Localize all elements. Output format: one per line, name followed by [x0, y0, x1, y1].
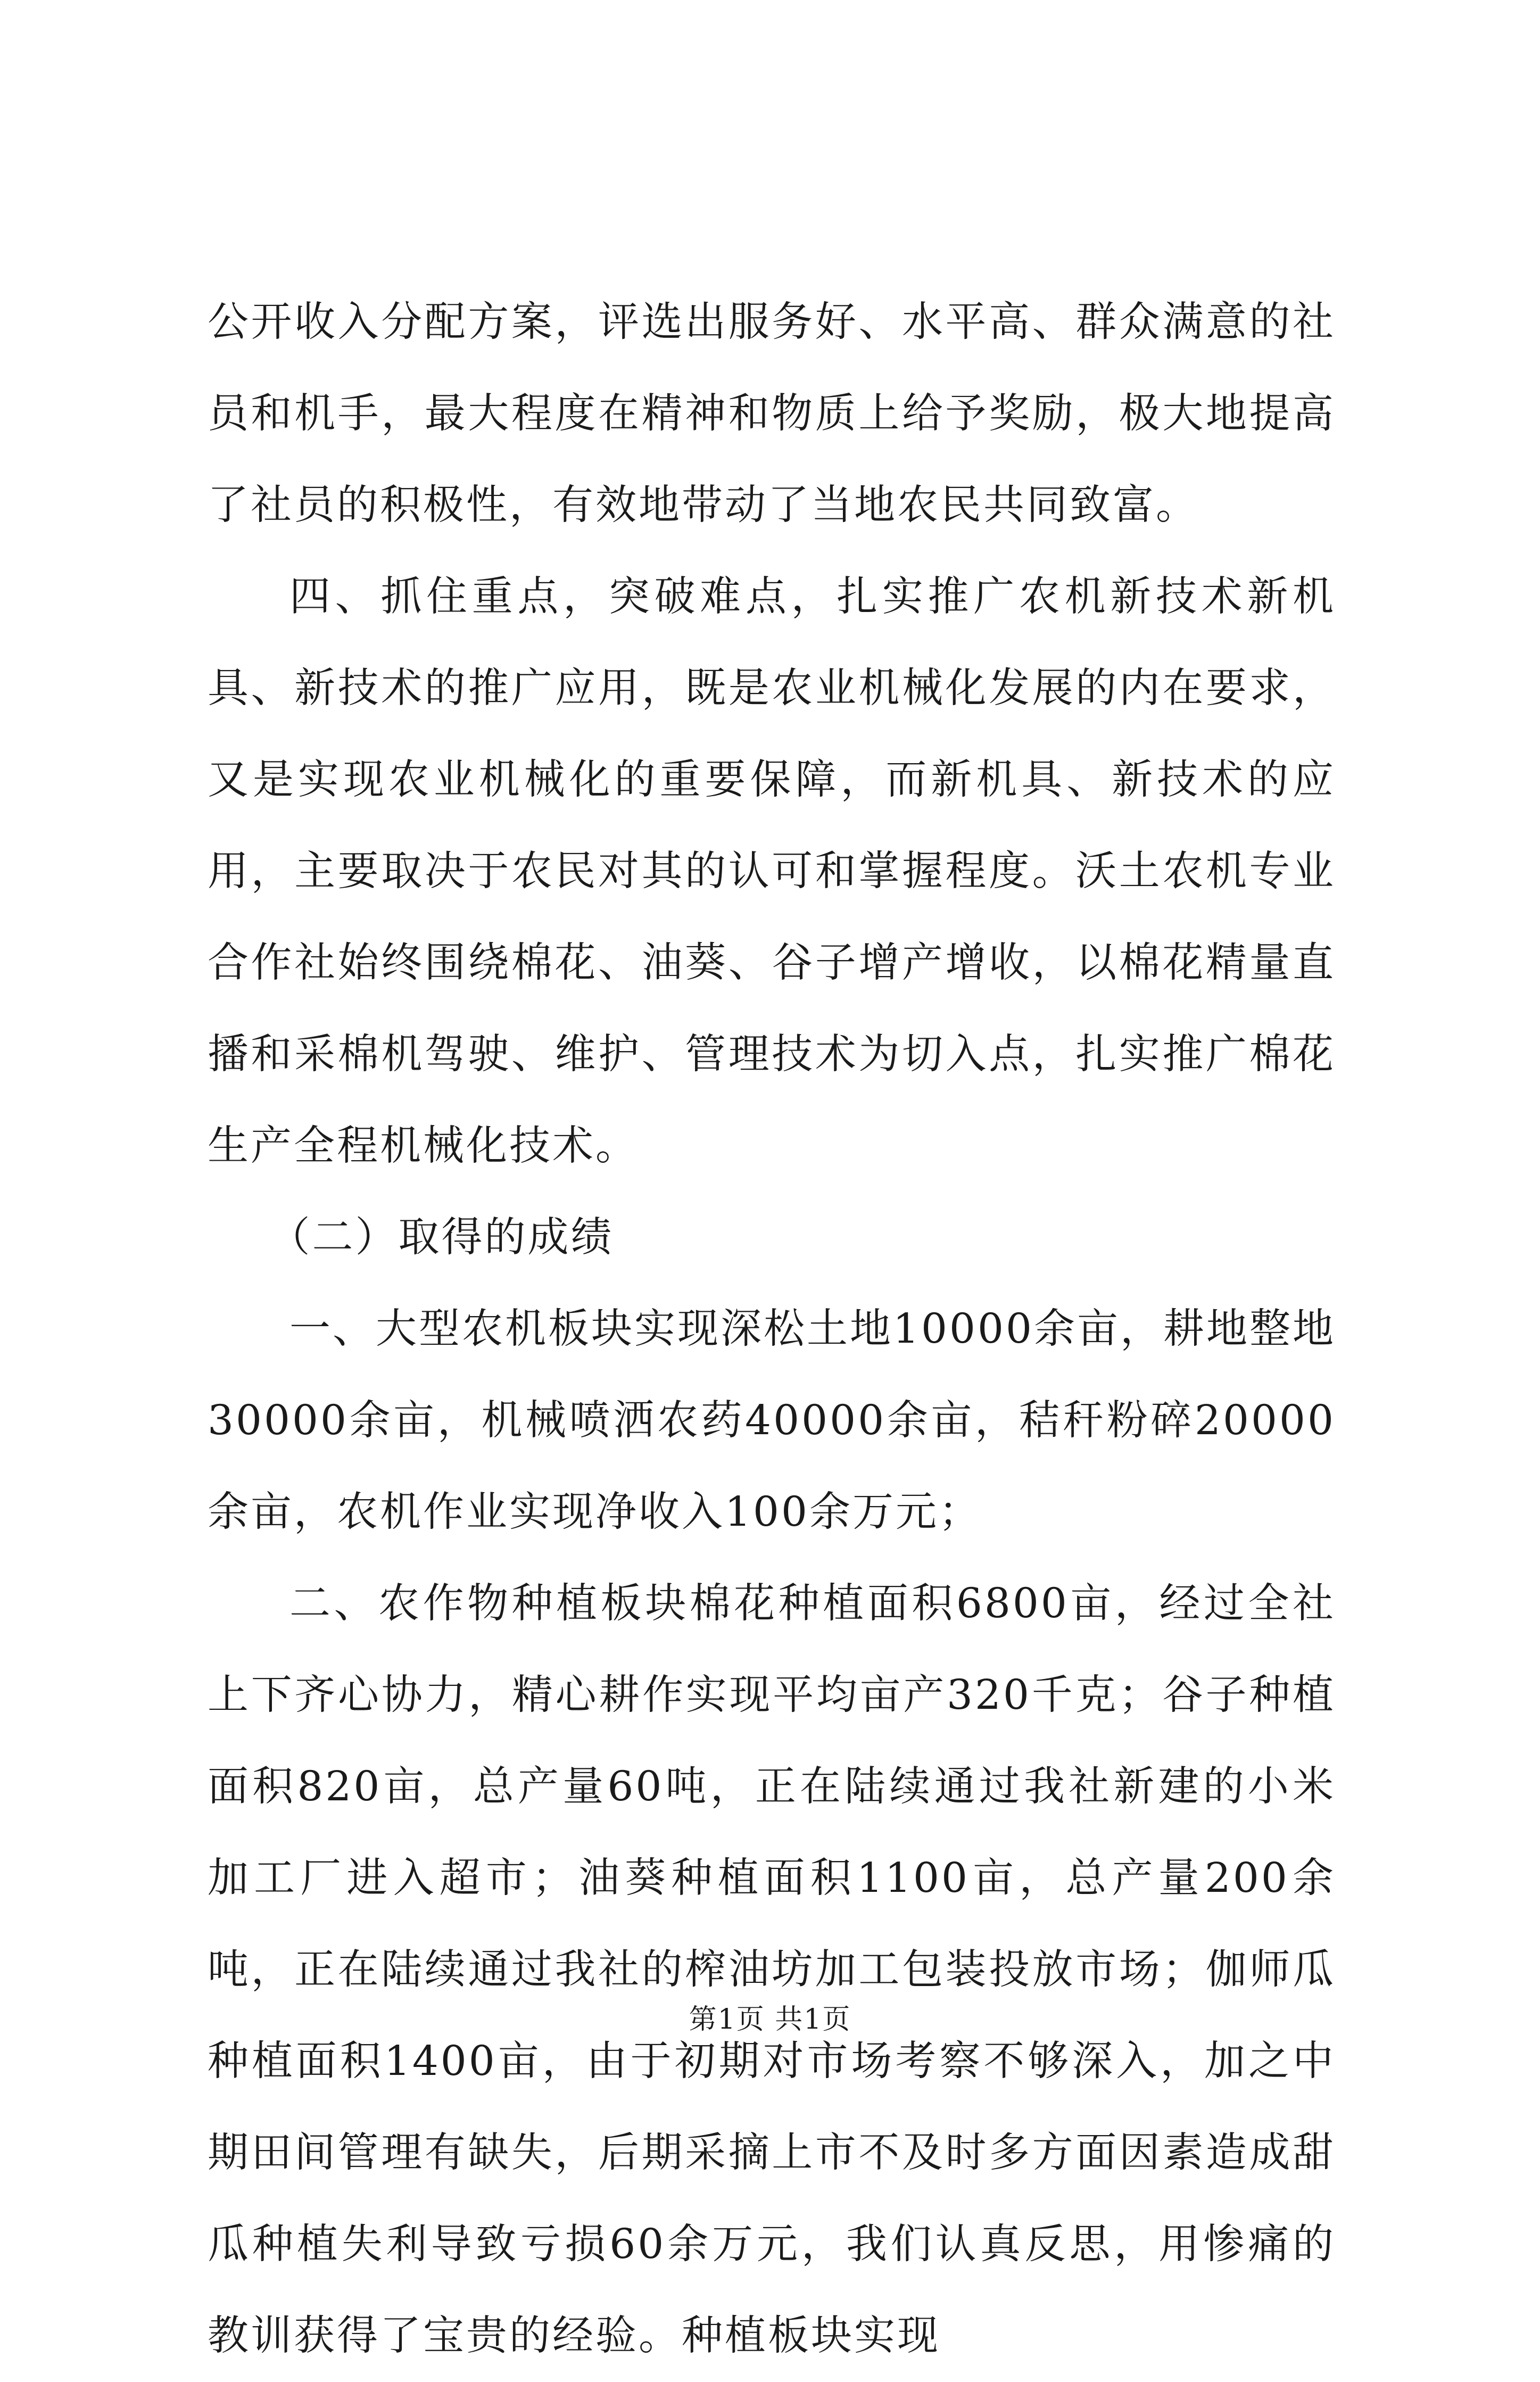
page-footer: 第1页 共1页: [689, 2004, 851, 2036]
paragraph-achievement-one: 一、大型农机板块实现深松土地10000余亩，耕地整地30000余亩，机械喷洒农药40000余亩，秸秆粉碎20000余亩，农机作业实现净收入100余万元；: [208, 1305, 1336, 1536]
paragraph-section-four: 四、抓住重点，突破难点，扎实推广农机新技术新机具、新技术的推广应用，既是农业机械化发展的内在要求，又是实现农业机械化的重要保障，而新机具、新技术的应用，主要取决于农民对其的认可和掌握程度。沃土农机专业合作社始终围绕棉花、油葵、谷子增产增收，以棉花精量直播和采棉机驾驶、维护、管理技术为切入点，扎实推广棉花生产全程机械化技术。: [208, 573, 1336, 1170]
document-body: [208, 277, 1336, 2382]
section-heading-achievements: （二）取得的成绩: [269, 1214, 614, 1261]
paragraph-achievement-two: 二、农作物种植板块棉花种植面积6800亩，经过全社上下齐心协力，精心耕作实现平均亩产320千克；谷子种植面积820亩，总产量60吨，正在陆续通过我社新建的小米加工厂进入超市；油葵种植面积1100亩，总产量200余吨，正在陆续通过我社的榨油坊加工包装投放市场；伽师瓜种植面积1400亩，由于初期对市场考察不够深入，加之中期田间管理有缺失，后期采摘上市不及时多方面因素造成甜瓜种植失利导致亏损60余万元，我们认真反思，用惨痛的教训获得了宝贵的经验。种植板块实现: [208, 1580, 1336, 2360]
paragraph-continued: 公开收入分配方案，评选出服务好、水平高、群众满意的社员和机手，最大程度在精神和物质上给予奖励，极大地提高了社员的积极性，有效地带动了当地农民共同致富。: [208, 299, 1336, 529]
